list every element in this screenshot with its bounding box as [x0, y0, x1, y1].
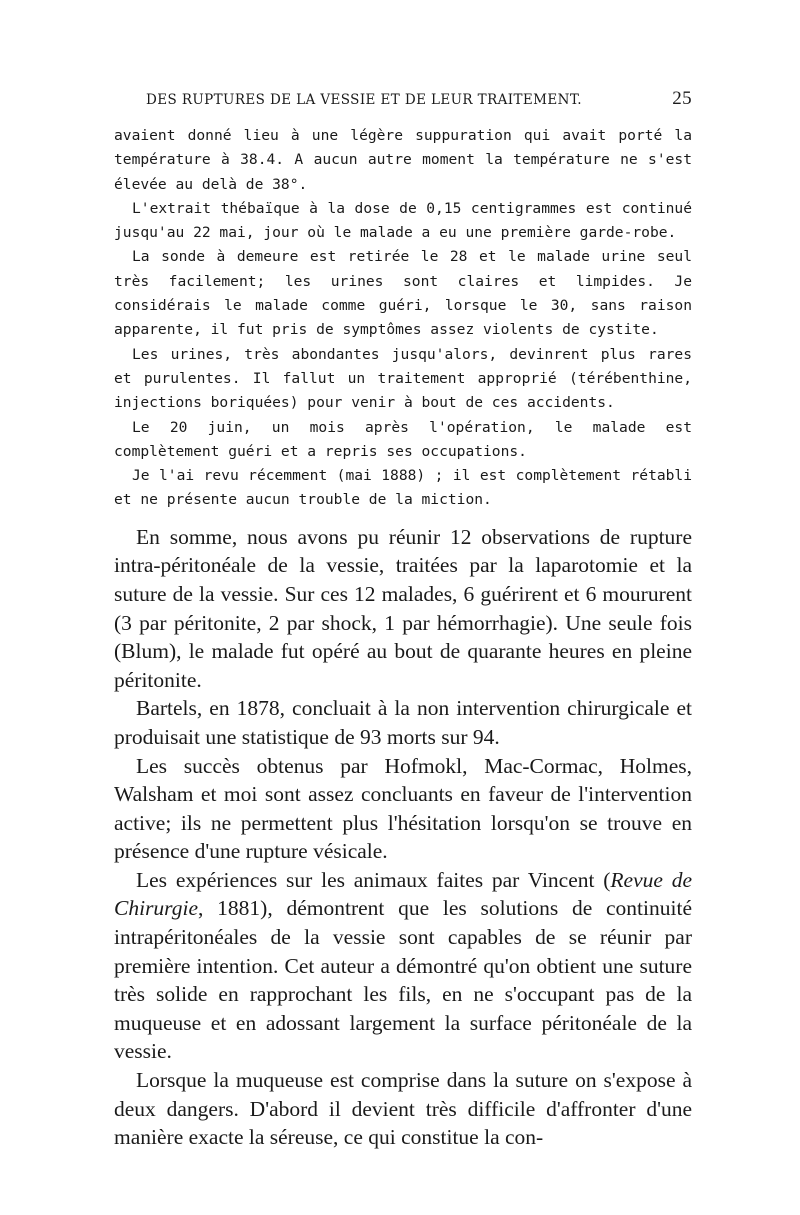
body-paragraph-2: Bartels, en 1878, concluait à la non intervention chirurgicale et produisait une statistique de 93 morts sur 94.	[114, 696, 692, 749]
page-number: 25	[672, 88, 692, 109]
case-paragraph-5: Le 20 juin, un mois après l'opération, le malade est complètement guéri et a repris ses occupations.	[114, 418, 692, 460]
case-report	[114, 124, 692, 513]
page	[114, 88, 692, 1152]
body-paragraph-4-end: , 1881), démontrent que les solutions de continuité intrapéritonéales de la vessie sont capables de se réunir par première intention. Cet auteur a démontré qu'on obtient une suture très solide en rapprochant les fils, en ne s'occupant pas de la muqueuse et en adossant largement la surface péritonéale de la vessie.	[114, 896, 692, 1064]
body-paragraph-3: Les succès obtenus par Hofmokl, Mac-Cormac, Holmes, Walsham et moi sont assez concluants en faveur de l'intervention active; ils ne permettent plus l'hésitation lorsqu'on se trouve en présence d'une rupture vésicale.	[114, 753, 692, 864]
case-paragraph-4: Les urines, très abondantes jusqu'alors, devinrent plus rares et purulentes. Il fallut un traitement approprié (térébenthine, injections boriquées) pour venir à bout de ces accidents.	[114, 345, 692, 412]
case-paragraph-3: La sonde à demeure est retirée le 28 et le malade urine seul très facilement; les urines sont claires et limpides. Je considérais le malade comme guéri, lorsque le 30, sans raison apparente, il fut pris de symptômes assez violents de cystite.	[114, 248, 692, 339]
body-paragraph-4	[114, 866, 692, 1066]
running-head	[114, 88, 692, 118]
main-text	[114, 523, 692, 1152]
case-paragraph-1: avaient donné lieu à une légère suppuration qui avait porté la température à 38.4. A aucun autre moment la température ne s'est élevée au delà de 38°.	[114, 127, 692, 193]
case-paragraph-6: Je l'ai revu récemment (mai 1888) ; il est complètement rétabli et ne présente aucun trouble de la miction.	[114, 467, 692, 509]
body-paragraph-4-start: Les expériences sur les animaux faites par Vincent (	[136, 867, 611, 892]
body-paragraph-1: En somme, nous avons pu réunir 12 observations de rupture intra-péritonéale de la vessie, traitées par la laparotomie et la suture de la vessie. Sur ces 12 malades, 6 guérirent et 6 moururent (3 par péritonite, 2 par shock, 1 par hémorrhagie). Une seule fois (Blum), le malade fut opéré au bout de quarante heures en pleine péritonite.	[114, 524, 692, 692]
case-paragraph-2: L'extrait thébaïque à la dose de 0,15 centigrammes est continué jusqu'au 22 mai, jour où le malade a eu une première garde-robe.	[114, 199, 692, 242]
running-head-title: DES RUPTURES DE LA VESSIE ET DE LEUR TRAITEMENT.	[146, 92, 582, 108]
body-paragraph-5: Lorsque la muqueuse est comprise dans la suture on s'expose à deux dangers. D'abord il devient très difficile d'affronter d'une manière exacte la séreuse, ce qui constitue la con-	[114, 1068, 692, 1150]
journal-title: Revue de Chirurgie	[114, 867, 692, 921]
